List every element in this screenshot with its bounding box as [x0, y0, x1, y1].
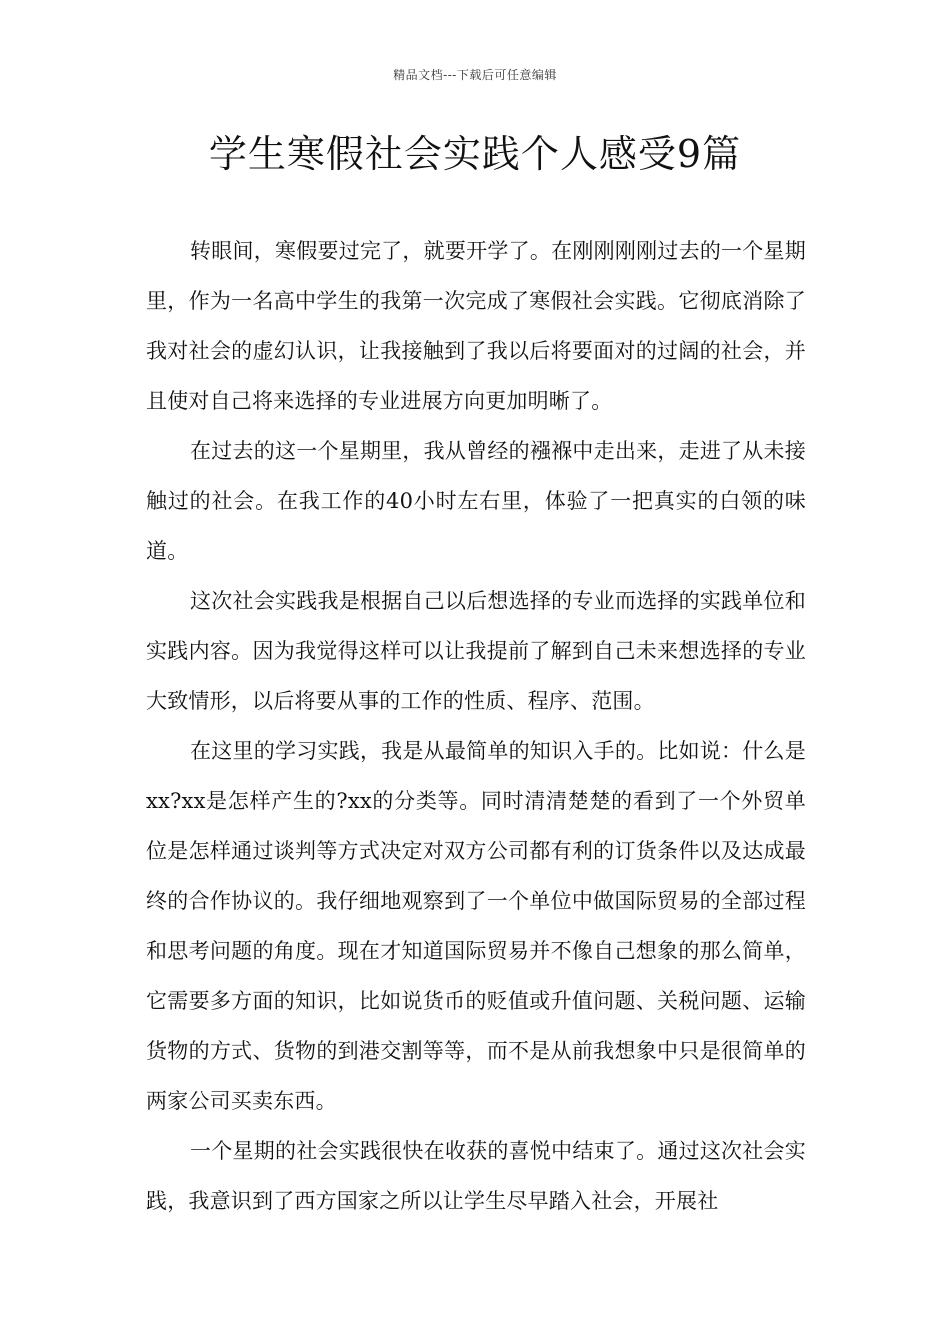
paragraph-5: 一个星期的社会实践很快在收获的喜悦中结束了。通过这次社会实践，我意识到了西方国家之所以让学生尽早踏入社会，开展社: [146, 1139, 806, 1213]
paragraph-2: 在过去的这一个星期里，我从曾经的襁褓中走出来，走进了从未接触过的社会。在我工作的40小时左右里，体验了一把真实的白领的味道。: [146, 439, 806, 563]
header-note: 精品文档---下载后可任意编辑: [393, 68, 557, 82]
document-title: 学生寒假社会实践个人感受9篇: [208, 132, 742, 176]
document-body: [146, 226, 806, 1226]
paragraph-4: 在这里的学习实践，我是从最简单的知识入手的。比如说：什么是xx?xx是怎样产生的?xx的分类等。同时清清楚楚的看到了一个外贸单位是怎样通过谈判等方式决定对双方公司都有利的订货条件以及达成最终的合作协议的。我仔细地观察到了一个单位中做国际贸易的全部过程和思考问题的角度。现在才知道国际贸易并不像自己想象的那么简单，它需要多方面的知识，比如说货币的贬值或升值问题、关税问题、运输货物的方式、货物的到港交割等等，而不是从前我想象中只是很简单的两家公司买卖东西。: [146, 739, 806, 1113]
paragraph-3: 这次社会实践我是根据自己以后想选择的专业而选择的实践单位和实践内容。因为我觉得这样可以让我提前了解到自己未来想选择的专业大致情形，以后将要从事的工作的性质、程序、范围。: [146, 589, 806, 713]
paragraph-1: 转眼间，寒假要过完了，就要开学了。在刚刚刚刚过去的一个星期里，作为一名高中学生的我第一次完成了寒假社会实践。它彻底消除了我对社会的虚幻认识，让我接触到了我以后将要面对的过阔的社会，并且使对自己将来选择的专业进展方向更加明晰了。: [146, 239, 806, 413]
